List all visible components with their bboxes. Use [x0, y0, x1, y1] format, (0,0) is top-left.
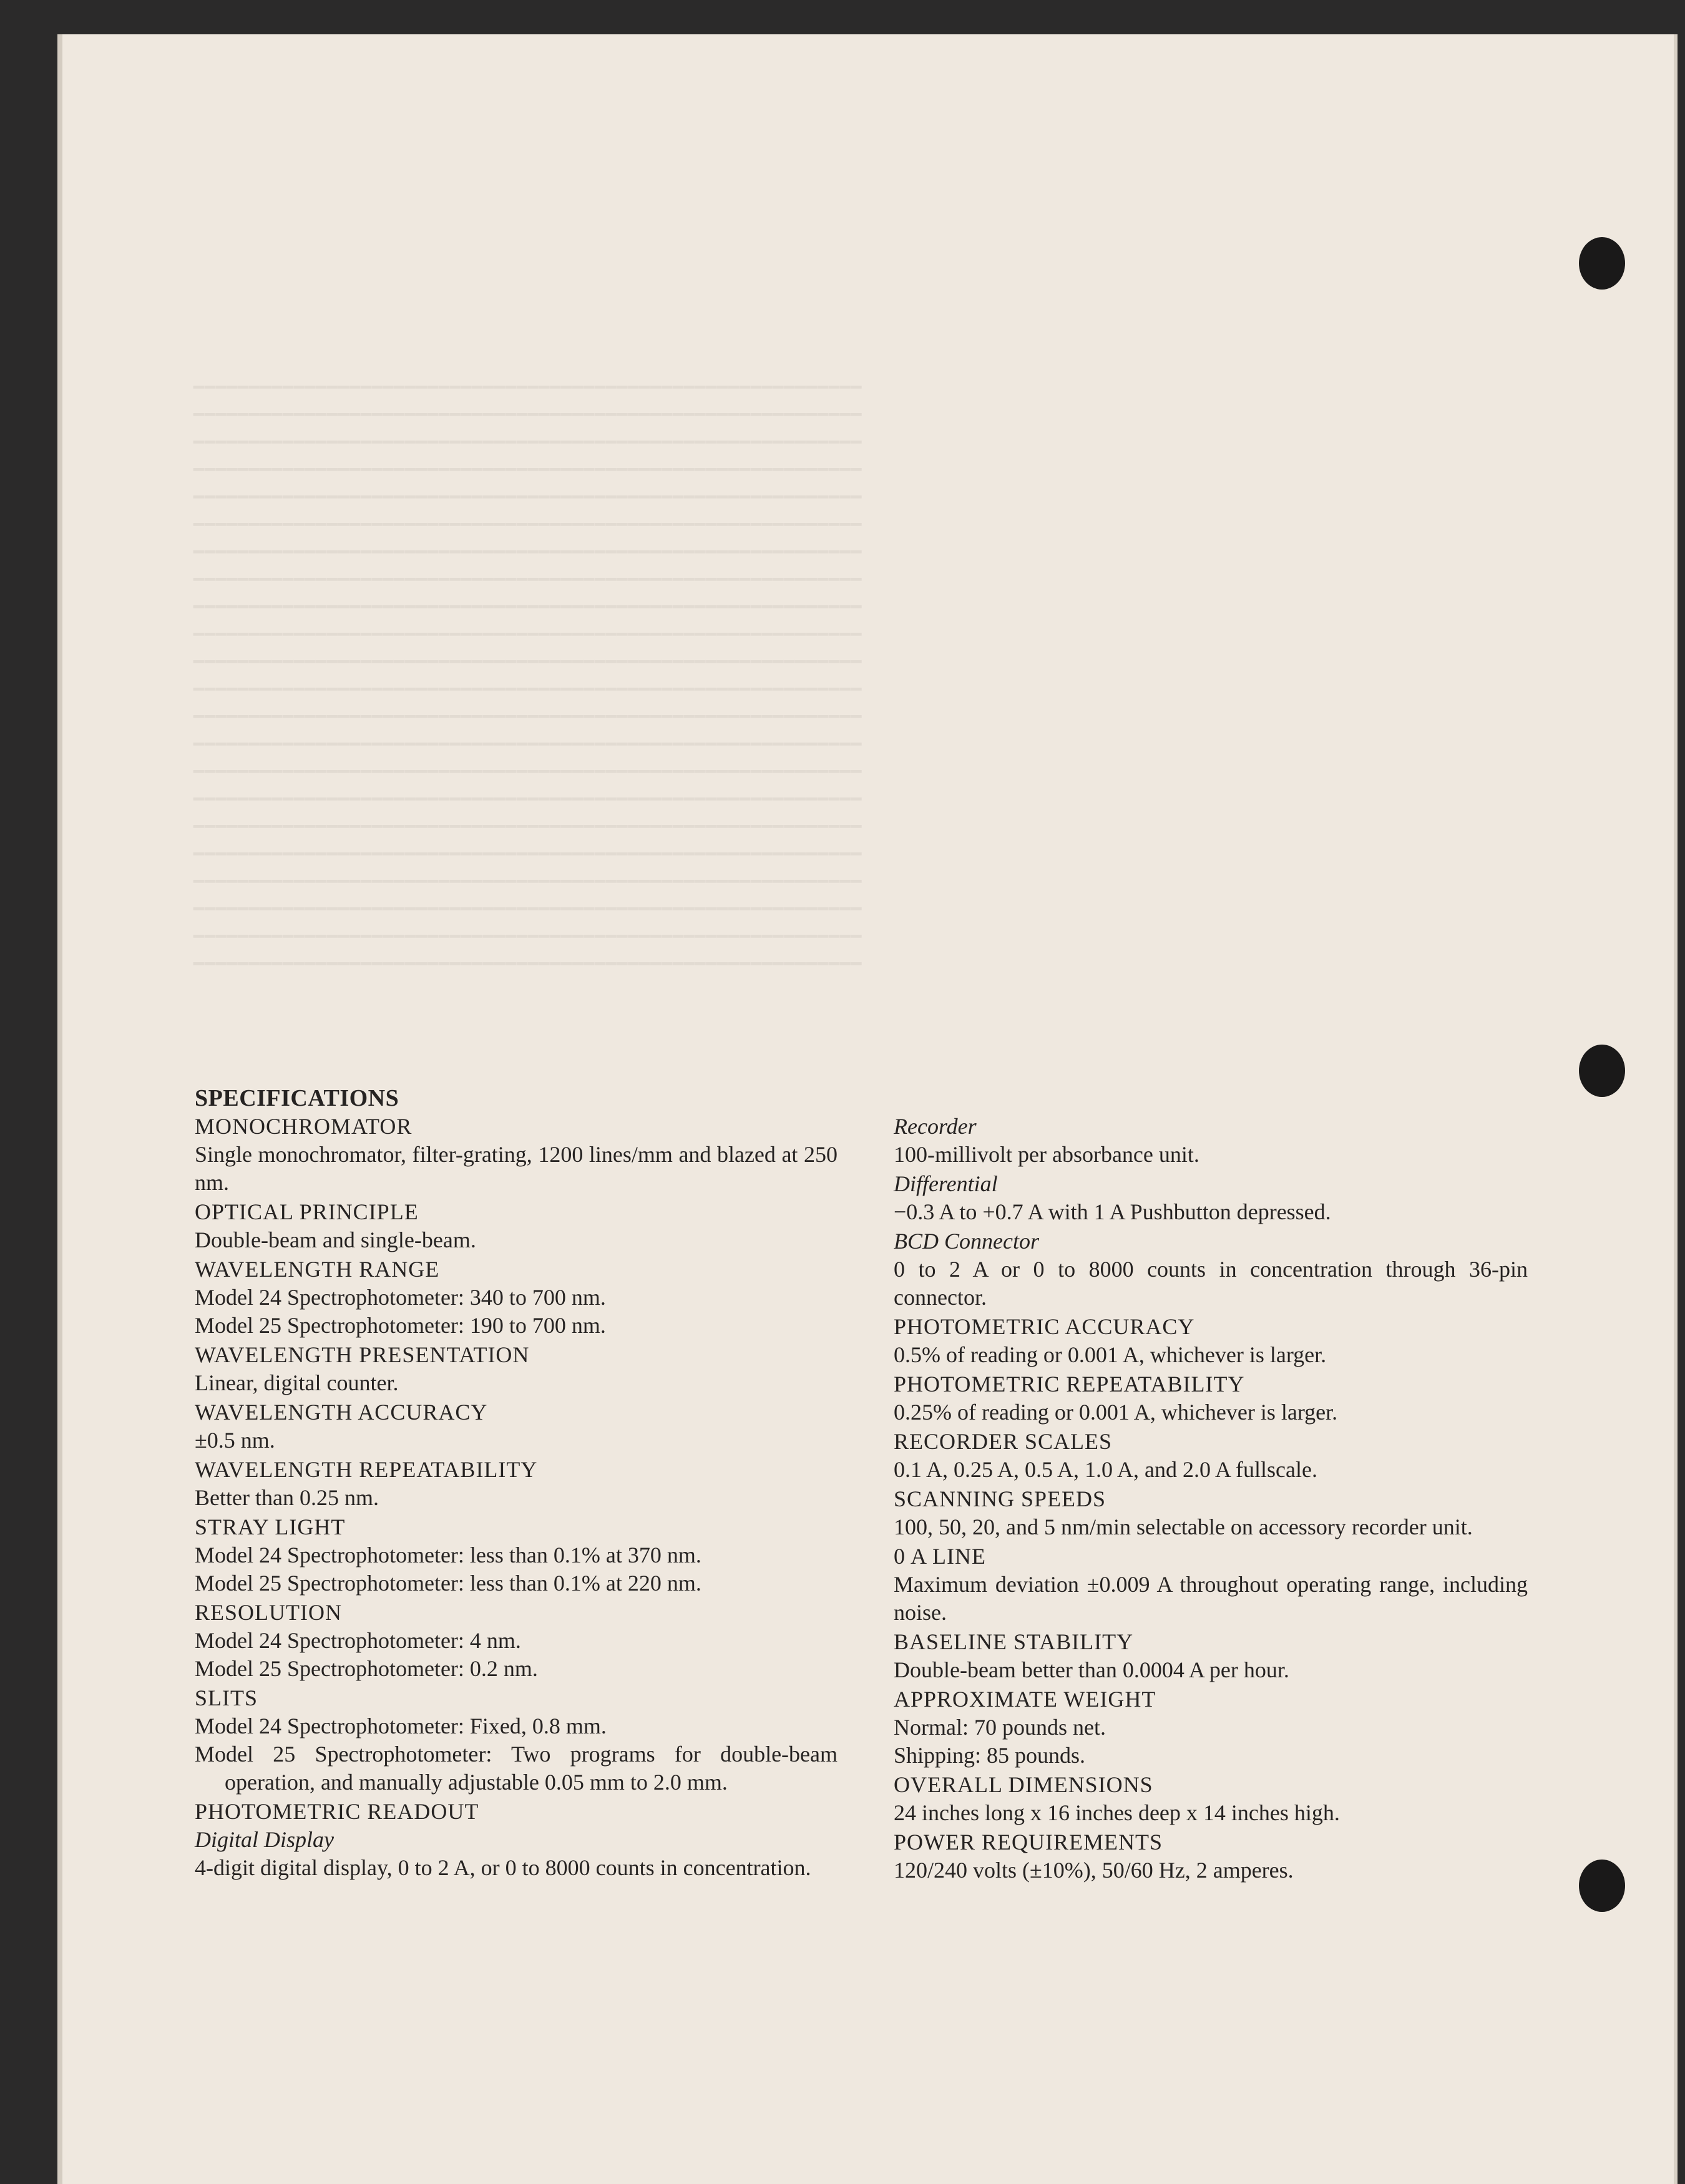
scanning-speeds-text: 100, 50, 20, and 5 nm/min selectable on accessory recorder unit. [894, 1514, 1473, 1539]
optical-principle-heading: OPTICAL PRINCIPLE [195, 1199, 419, 1224]
recorder-scales-text: 0.1 A, 0.25 A, 0.5 A, 1.0 A, and 2.0 A fullscale. [894, 1457, 1317, 1482]
wavelength-range-heading: WAVELENGTH RANGE [195, 1257, 440, 1282]
show-through-texture: ━━━━━━━━━━━━━━━━━━━━━━━━━━━━━━━━━━━━━━━━━━━━━━━━━━━━━━━━━━━━ ━━━━━━━━━━━━━━━━━━━━━━━━━━━━━━━━━━━━━━━━━━━━━━━━━━━━━━━━━━━━ ━━━━━━━━━━━━━━━━━━━━━━━━━━━━━━━━━━━━━━━━━━━━━━━━━━━━━━━━━━━━ ━━━━━━━━━━━━━━━━━━━━━━━━━━━━━━━━━━━━━━━━━━━━━━━━━━━━━━━━━━━━ ━━━━━━━━━━━━━━━━━━━━━━━━━━━━━━━━━━━━━━━━━━━━━━━━━━━━━━━━━━━━ ━━━━━━━━━━━━━━━━━━━━━━━━━━━━━━━━━━━━━━━━━━━━━━━━━━━━━━━━━━━━ ━━━━━━━━━━━━━━━━━━━━━━━━━━━━━━━━━━━━━━━━━━━━━━━━━━━━━━━━━━━━ ━━━━━━━━━━━━━━━━━━━━━━━━━━━━━━━━━━━━━━━━━━━━━━━━━━━━━━━━━━━━ ━━━━━━━━━━━━━━━━━━━━━━━━━━━━━━━━━━━━━━━━━━━━━━━━━━━━━━━━━━━━ ━━━━━━━━━━━━━━━━━━━━━━━━━━━━━━━━━━━━━━━━━━━━━━━━━━━━━━━━━━━━ ━━━━━━━━━━━━━━━━━━━━━━━━━━━━━━━━━━━━━━━━━━━━━━━━━━━━━━━━━━━━ ━━━━━━━━━━━━━━━━━━━━━━━━━━━━━━━━━━━━━━━━━━━━━━━━━━━━━━━━━━━━ ━━━━━━━━━━━━━━━━━━━━━━━━━━━━━━━━━━━━━━━━━━━━━━━━━━━━━━━━━━━━ ━━━━━━━━━━━━━━━━━━━━━━━━━━━━━━━━━━━━━━━━━━━━━━━━━━━━━━━━━━━━ ━━━━━━━━━━━━━━━━━━━━━━━━━━━━━━━━━━━━━━━━━━━━━━━━━━━━━━━━━━━━ ━━━━━━━━━━━━━━━━━━━━━━━━━━━━━━━━━━━━━━━━━━━━━━━━━━━━━━━━━━━━ ━━━━━━━━━━━━━━━━━━━━━━━━━━━━━━━━━━━━━━━━━━━━━━━━━━━━━━━━━━━━ ━━━━━━━━━━━━━━━━━━━━━━━━━━━━━━━━━━━━━━━━━━━━━━━━━━━━━━━━━━━━ ━━━━━━━━━━━━━━━━━━━━━━━━━━━━━━━━━━━━━━━━━━━━━━━━━━━━━━━━━━━━ ━━━━━━━━━━━━━━━━━━━━━━━━━━━━━━━━━━━━━━━━━━━━━━━━━━━━━━━━━━━━ ━━━━━━━━━━━━━━━━━━━━━━━━━━━━━━━━━━━━━━━━━━━━━━━━━━━━━━━━━━━━ ━━━━━━━━━━━━━━━━━━━━━━━━━━━━━━━━━━━━━━━━━━━━━━━━━━━━━━━━━━━━ [193, 378, 862, 974]
wavelength-presentation-text: Linear, digital counter. [195, 1370, 399, 1395]
specifications-right-column [894, 1113, 1528, 1884]
resolution-model25: Model 25 Spectrophotometer: 0.2 nm. [195, 1656, 538, 1681]
monochromator-text: Single monochromator, filter-grating, 1200 lines/mm and blazed at 250 nm. [195, 1142, 838, 1195]
resolution-model24: Model 24 Spectrophotometer: 4 nm. [195, 1628, 521, 1653]
power-requirements-text: 120/240 volts (±10%), 50/60 Hz, 2 amperes. [894, 1858, 1294, 1883]
differential-text: −0.3 A to +0.7 A with 1 A Pushbutton depressed. [894, 1199, 1331, 1224]
photometric-accuracy-heading: PHOTOMETRIC ACCURACY [894, 1314, 1195, 1339]
recorder-scales-heading: RECORDER SCALES [894, 1429, 1113, 1454]
binder-hole-icon [1579, 1860, 1625, 1912]
photometric-accuracy-text: 0.5% of reading or 0.001 A, whichever is larger. [894, 1342, 1327, 1367]
zero-a-line-text: Maximum deviation ±0.009 A throughout operating range, including noise. [894, 1572, 1528, 1625]
baseline-stability-text: Double-beam better than 0.0004 A per hour. [894, 1657, 1289, 1682]
binder-hole-icon [1579, 237, 1625, 290]
power-requirements-heading: POWER REQUIREMENTS [894, 1830, 1163, 1855]
photometric-readout-heading: PHOTOMETRIC READOUT [195, 1799, 479, 1824]
overall-dimensions-heading: OVERALL DIMENSIONS [894, 1772, 1153, 1797]
digital-display-subheading: Digital Display [195, 1827, 334, 1852]
resolution-heading: RESOLUTION [195, 1600, 342, 1625]
slits-model25: Model 25 Spectrophotometer: Two programs for double-beam operation, and manually adjustable 0.05 mm to 2.0 mm. [195, 1742, 838, 1795]
baseline-stability-heading: BASELINE STABILITY [894, 1629, 1134, 1654]
differential-subheading: Differential [894, 1171, 998, 1196]
photometric-repeatability-text: 0.25% of reading or 0.001 A, whichever is larger. [894, 1400, 1338, 1425]
wavelength-range-model25: Model 25 Spectrophotometer: 190 to 700 nm. [195, 1313, 606, 1338]
monochromator-heading: MONOCHROMATOR [195, 1114, 413, 1139]
stray-light-model25: Model 25 Spectrophotometer: less than 0.1% at 220 nm. [195, 1571, 701, 1596]
weight-shipping: Shipping: 85 pounds. [894, 1743, 1086, 1768]
wavelength-accuracy-heading: WAVELENGTH ACCURACY [195, 1400, 488, 1425]
bcd-connector-subheading: BCD Connector [894, 1229, 1039, 1254]
stray-light-model24: Model 24 Spectrophotometer: less than 0.1% at 370 nm. [195, 1543, 701, 1567]
recorder-text: 100-millivolt per absorbance unit. [894, 1142, 1199, 1167]
page-edge [1674, 34, 1678, 2184]
binder-hole-icon [1579, 1045, 1625, 1097]
stray-light-heading: STRAY LIGHT [195, 1514, 346, 1539]
wavelength-accuracy-text: ±0.5 nm. [195, 1428, 275, 1453]
wavelength-presentation-heading: WAVELENGTH PRESENTATION [195, 1342, 530, 1367]
recorder-subheading: Recorder [894, 1114, 977, 1139]
photometric-repeatability-heading: PHOTOMETRIC REPEATABILITY [894, 1372, 1245, 1397]
wavelength-repeatability-heading: WAVELENGTH REPEATABILITY [195, 1457, 538, 1482]
wavelength-repeatability-text: Better than 0.25 nm. [195, 1485, 379, 1510]
weight-normal: Normal: 70 pounds net. [894, 1715, 1106, 1740]
page-binding-shadow [57, 34, 62, 2184]
overall-dimensions-text: 24 inches long x 16 inches deep x 14 inches high. [894, 1800, 1340, 1825]
section-title: SPECIFICATIONS [195, 1085, 399, 1111]
wavelength-range-model24: Model 24 Spectrophotometer: 340 to 700 nm. [195, 1285, 606, 1310]
scanning-speeds-heading: SCANNING SPEEDS [894, 1486, 1106, 1511]
approximate-weight-heading: APPROXIMATE WEIGHT [894, 1687, 1156, 1712]
slits-heading: SLITS [195, 1685, 258, 1710]
optical-principle-text: Double-beam and single-beam. [195, 1227, 476, 1252]
digital-display-text: 4-digit digital display, 0 to 2 A, or 0 to 8000 counts in concentration. [195, 1855, 811, 1880]
specifications-left-column [195, 1085, 838, 1882]
zero-a-line-heading: 0 A LINE [894, 1544, 986, 1569]
slits-model24: Model 24 Spectrophotometer: Fixed, 0.8 mm. [195, 1714, 607, 1738]
bcd-connector-text: 0 to 2 A or 0 to 8000 counts in concentration through 36-pin connector. [894, 1257, 1528, 1310]
